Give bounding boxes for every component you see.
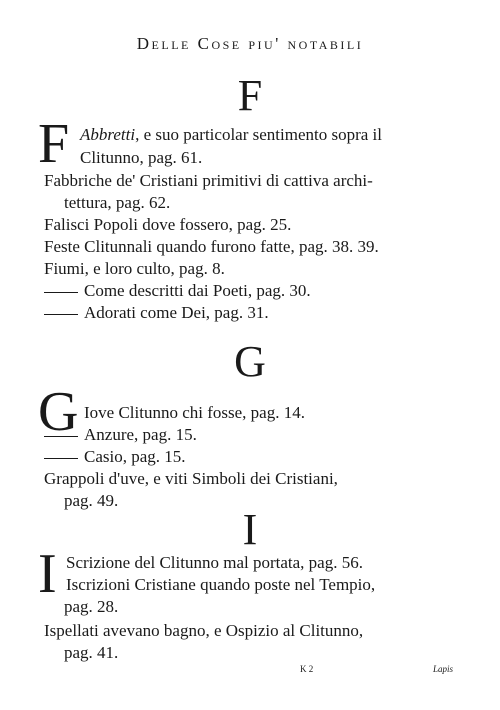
ditto-dash <box>44 292 78 293</box>
entry-text: Come descritti dai Poeti, pag. 30. <box>84 281 311 300</box>
ditto-dash <box>44 314 78 315</box>
entry-text: Casio, pag. 15. <box>84 447 186 466</box>
entry-continuation: pag. 49. <box>64 491 119 510</box>
index-entry: Grappoli d'uve, e viti Simboli dei Cristiani, <box>44 469 338 488</box>
entry-continuation: Clitunno, pag. 61. <box>80 148 203 167</box>
index-entry: Iscrizioni Cristiane quando poste nel Tempio, <box>66 575 376 594</box>
dropcap-i: I <box>38 543 57 605</box>
dropcap-g: G <box>38 381 79 443</box>
section-letter-g: G <box>234 337 266 386</box>
section-letter-f: F <box>237 71 263 120</box>
index-entry: Iove Clitunno chi fosse, pag. 14. <box>84 403 305 422</box>
index-entry: Ispellati avevano bagno, e Ospizio al Clitunno, <box>44 621 364 640</box>
entry-lead: Abbretti <box>80 125 136 144</box>
section-letter-i: I <box>242 505 258 554</box>
entry-continuation: tettura, pag. 62. <box>64 193 171 212</box>
index-entry <box>80 124 472 146</box>
index-subentry <box>44 280 472 302</box>
ditto-dash <box>44 458 78 459</box>
index-entry: Fiumi, e loro culto, pag. 8. <box>44 259 225 278</box>
index-subentry <box>44 302 472 324</box>
running-head: Delle Cose piu' notabili <box>136 34 364 53</box>
index-entry: Falisci Popoli dove fossero, pag. 25. <box>44 215 292 234</box>
entry-text: , e suo particolar sentimento sopra il <box>135 125 383 144</box>
ditto-dash <box>44 436 78 437</box>
signature-mark: K 2 <box>300 664 314 674</box>
index-entry: Scrizione del Clitunno mal portata, pag. 56. <box>66 553 363 572</box>
entry-text: Adorati come Dei, pag. 31. <box>84 303 269 322</box>
entry-continuation: pag. 28. <box>64 597 119 616</box>
index-entry: Feste Clitunnali quando furono fatte, pag. 38. 39. <box>44 237 379 256</box>
entry-continuation: pag. 41. <box>64 643 119 662</box>
index-subentry <box>44 424 472 446</box>
dropcap-f: F <box>38 113 70 175</box>
catchword: Lapis <box>433 664 454 674</box>
entry-text: Anzure, pag. 15. <box>84 425 197 444</box>
index-entry: Fabbriche de' Cristiani primitivi di cattiva archi- <box>44 171 373 190</box>
index-subentry <box>44 446 472 468</box>
